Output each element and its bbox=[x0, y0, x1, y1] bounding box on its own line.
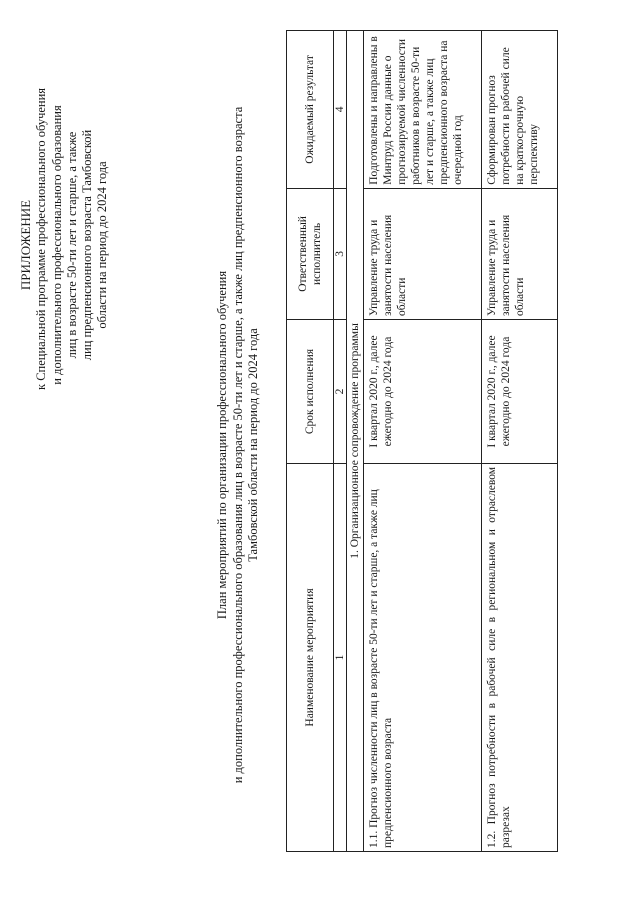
column-number: 1 bbox=[334, 463, 347, 851]
appendix-line: области на период до 2024 года bbox=[95, 161, 110, 329]
appendix-line: к Специальной программе профессионального обучения bbox=[34, 87, 49, 390]
row-term: I квартал 2020 г., далее ежегодно до 2024 года bbox=[364, 320, 482, 464]
appendix-line: и дополнительного профессионального образования bbox=[49, 105, 64, 385]
section-row bbox=[347, 31, 364, 852]
row-name: 1.2. Прогноз потребности в рабочей силе в региональном и отраслевом разрезах bbox=[482, 463, 558, 851]
header-term: Срок исполнения bbox=[287, 320, 334, 464]
row-result: Подготовлены и направлены в Минтруд России данные о прогнозируемой численности работников в возрасте 50-ти лет и старше, а также лиц предпенсионного возраста на очередной год bbox=[364, 31, 482, 189]
plan-title-line: План мероприятий по организации профессионального обучения bbox=[215, 270, 229, 620]
row-executor: Управление труда и занятости населения области bbox=[364, 188, 482, 319]
appendix-line: лиц предпенсионного возраста Тамбовской bbox=[80, 129, 95, 361]
row-result: Сформирован прогноз потребности в рабочей силе на краткосрочную перспективу bbox=[482, 31, 558, 189]
table-row bbox=[482, 31, 558, 852]
table-row bbox=[364, 31, 482, 852]
section-title: 1. Организационное сопровождение программы bbox=[347, 31, 364, 852]
header-executor: Ответственный исполнитель bbox=[287, 188, 334, 319]
column-numbers-row bbox=[334, 31, 347, 852]
row-name: 1.1. Прогноз численности лиц в возрасте 50-ти лет и старше, а также лиц предпенсионного возраста bbox=[364, 463, 482, 851]
row-executor: Управление труда и занятости населения области bbox=[482, 188, 558, 319]
column-number: 4 bbox=[334, 31, 347, 189]
column-number: 2 bbox=[334, 320, 347, 464]
appendix-heading: ПРИЛОЖЕНИЕ bbox=[18, 199, 33, 291]
header-name: Наименование мероприятия bbox=[287, 463, 334, 851]
plan-table bbox=[286, 30, 558, 852]
appendix-block bbox=[18, 87, 111, 390]
plan-title-line: Тамбовской области на период до 2024 года bbox=[246, 328, 260, 562]
plan-title bbox=[215, 65, 262, 825]
row-term: I квартал 2020 г., далее ежегодно до 2024 года bbox=[482, 320, 558, 464]
header-result: Ожидаемый результат bbox=[287, 31, 334, 189]
plan-title-line: и дополнительного профессионального образования лиц в возрасте 50-ти лет и старше, а также лиц предпенсионного возраста bbox=[230, 106, 245, 784]
table-header-row bbox=[287, 31, 334, 852]
appendix-line: лиц в возрасте 50-ти лет и старше, а также bbox=[64, 131, 79, 359]
column-number: 3 bbox=[334, 188, 347, 319]
